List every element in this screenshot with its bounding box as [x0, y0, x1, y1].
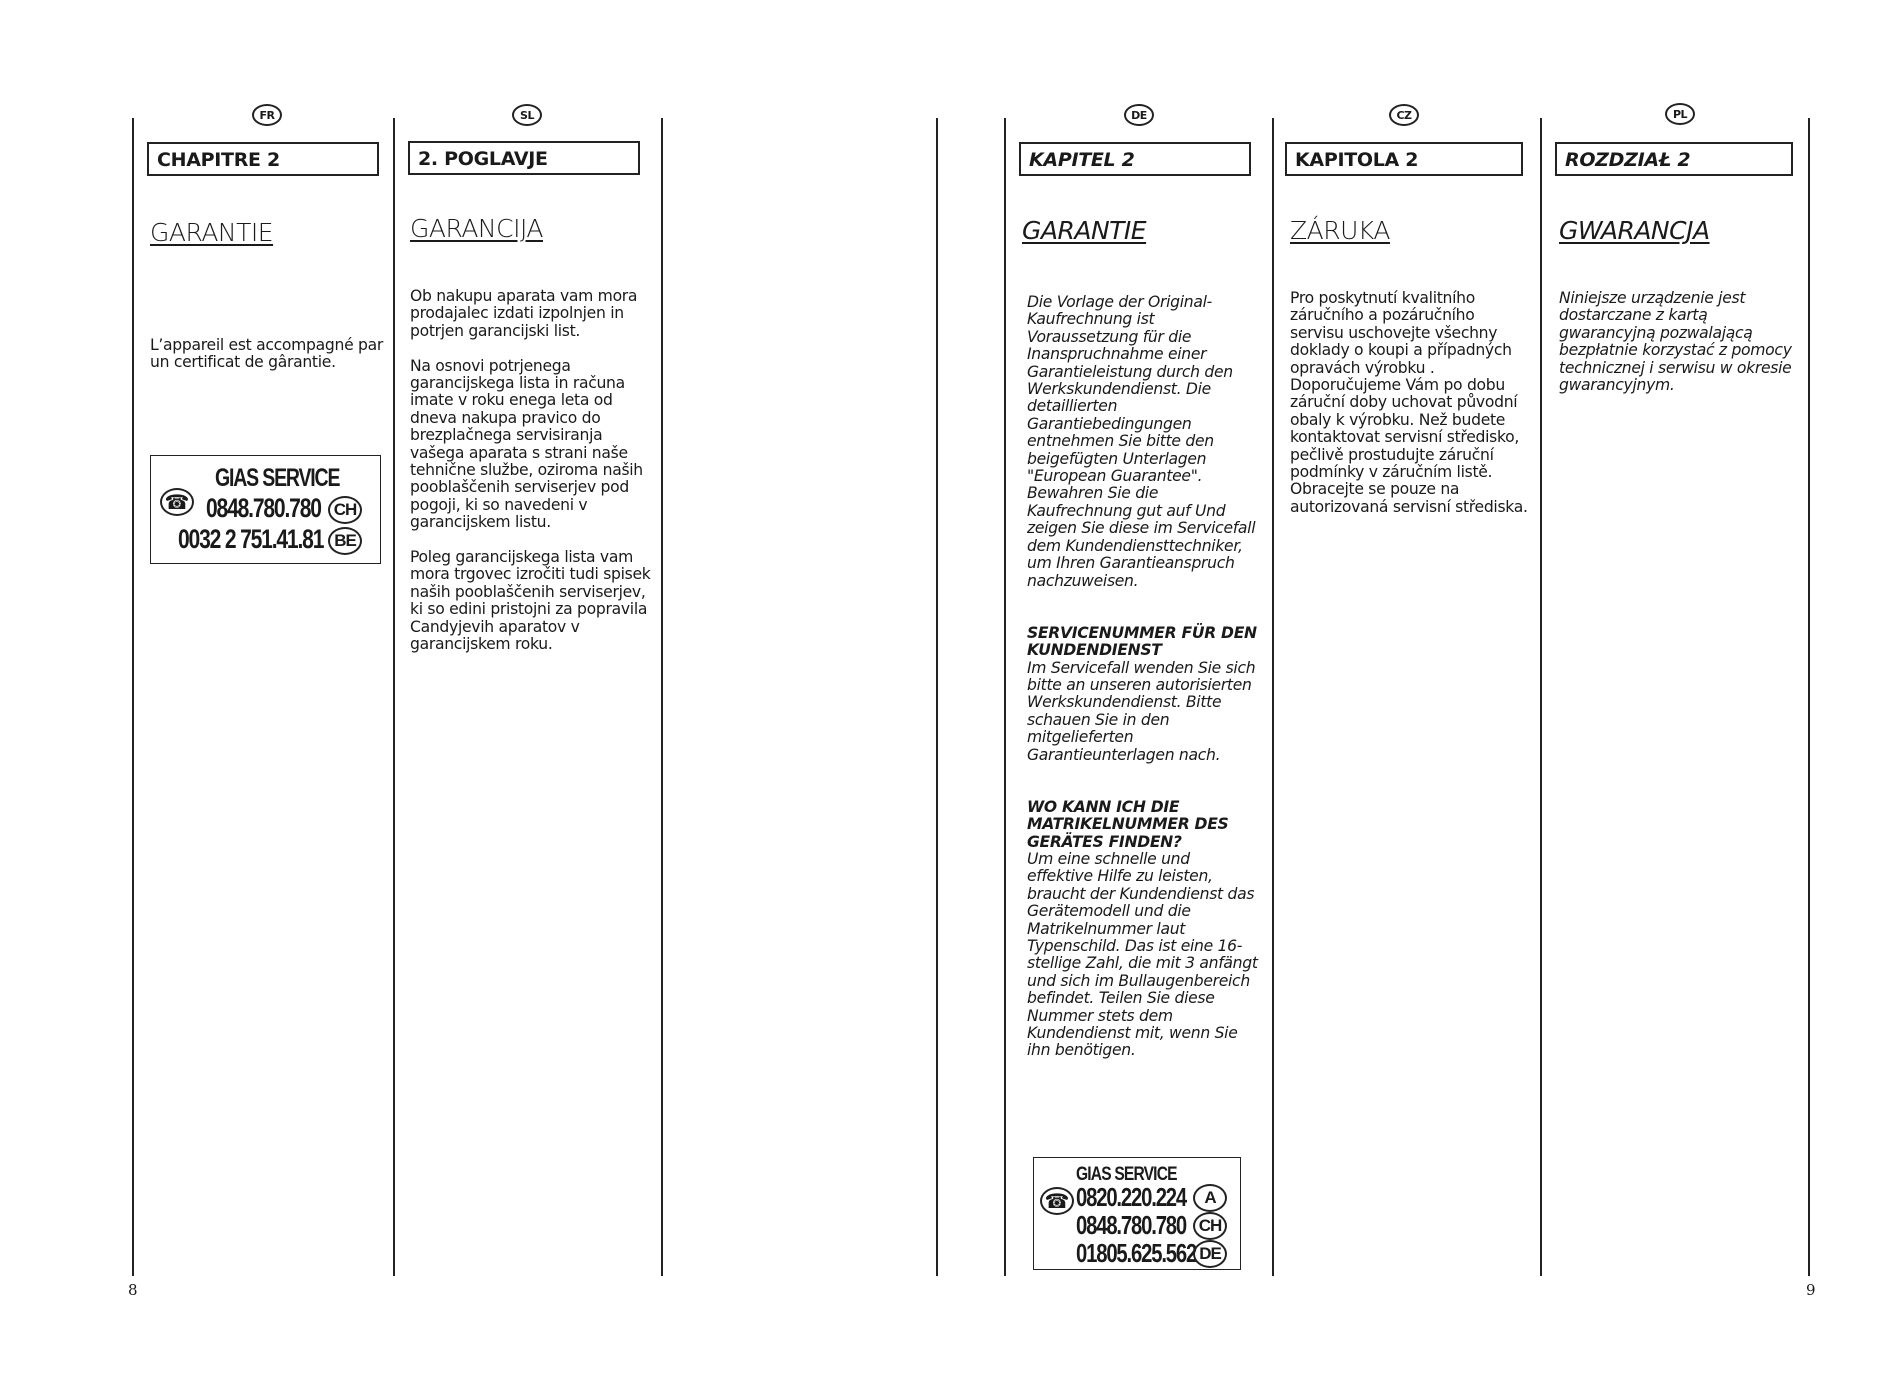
paragraph: Na osnovi potrjenega garancijskega lista in računa imate v roku enega leta od dneva nakupa pravico do brezplačnega servisiranja vašega aparata s strani naše tehnične službe, oziroma naših pooblaščenih serviserjev pod pogoji, ki so navedeni v garancijskem listu.: [410, 356, 643, 532]
paragraph: [1027, 799, 1259, 1060]
service-number: 0848.780.780: [206, 493, 321, 523]
paragraph: Poleg garancijskega lista vam mora trgovec izročiti tudi spisek naših pooblaščenih serviserjev, ki so edini pristojni za popravila Candyjevih aparatov v garancijskem roku.: [410, 548, 651, 654]
section-title-de: GARANTIE: [1022, 216, 1147, 245]
paragraph: Niniejsze urządzenie jest dostarczane z kartą gwarancyjną pozwalającą bezpłatnie korzystać z pomocy technicznej i serwisu w okresie gwarancyjnym.: [1559, 289, 1792, 395]
column-rule: [661, 118, 663, 1276]
section-title-fr: GARANTIE: [150, 218, 274, 247]
language-flag-sl: SL: [512, 104, 542, 126]
phone-icon: ☎: [160, 488, 194, 516]
service-title: GIAS SERVICE: [215, 464, 340, 492]
subheading: WO KANN ICH DIE MATRIKELNUMMER DES GERÄTES FINDEN?: [1027, 797, 1229, 851]
service-box-fr: [150, 455, 381, 564]
page-number-right: 9: [1806, 1281, 1816, 1299]
column-rule: [1808, 118, 1810, 1276]
country-badge: DE: [1193, 1240, 1227, 1268]
body-text-sl: [410, 288, 656, 671]
country-badge: CH: [328, 496, 362, 524]
country-badge: CH: [1193, 1212, 1227, 1240]
column-rule: [936, 118, 938, 1276]
chapter-heading-de: KAPITEL 2: [1019, 142, 1251, 176]
language-flag-fr: FR: [252, 104, 282, 126]
section-title-pl: GWARANCJA: [1559, 216, 1710, 245]
body-text-pl: [1559, 290, 1797, 412]
column-rule: [393, 118, 395, 1276]
language-flag-de: DE: [1124, 104, 1154, 126]
subtext: Im Servicefall wenden Sie sich bitte an unseren autorisierten Werkskundendienst. Bitte schauen Sie in den mitgelieferten Garantieunterlagen nach.: [1027, 658, 1256, 764]
body-text-cz: [1290, 290, 1528, 534]
column-rule: [132, 118, 134, 1276]
country-badge: BE: [328, 527, 362, 555]
language-flag-pl: PL: [1665, 103, 1695, 125]
subtext: Um eine schnelle und effektive Hilfe zu leisten, braucht der Kundendienst das Gerätemodell und die Matrikelnummer laut Typenschild. Das ist eine 16-stellige Zahl, die mit 3 anfängt und sich im Bullaugenbereich befindet. Teilen Sie diese Nummer stets dem Kundendienst mit, wenn Sie ihn benötigen.: [1027, 849, 1258, 1060]
paragraph: L’appareil est accompagné par un certificat de gârantie.: [150, 336, 384, 372]
service-number: 0820.220.224: [1076, 1182, 1187, 1212]
service-title: GIAS SERVICE: [1076, 1164, 1177, 1185]
column-rule: [1540, 118, 1542, 1276]
section-title-sl: GARANCIJA: [410, 214, 543, 243]
column-rule: [1272, 118, 1274, 1276]
page-number-left: 8: [128, 1281, 138, 1299]
paragraph: Die Vorlage der Original-Kaufrechnung ist Voraussetzung für die Inanspruchnahme einer Garantieleistung durch den Werkskundendienst. Die detaillierten Garantiebedingungen entnehmen Sie bitte den beigefügten Unterlagen "European Guarantee". Bewahren Sie die Kaufrechnung gut auf Und zeigen Sie diese im Servicefall dem Kundendiensttechniker, um Ihren Garantieanspruch nachzuweisen.: [1027, 293, 1256, 590]
chapter-heading-sl: 2. POGLAVJE: [408, 141, 640, 175]
language-flag-cz: CZ: [1389, 104, 1419, 126]
chapter-heading-fr: CHAPITRE 2: [147, 142, 379, 176]
paragraph: Ob nakupu aparata vam mora prodajalec izdati izpolnjen in potrjen garancijski list.: [410, 287, 638, 340]
phone-icon: ☎: [1040, 1187, 1074, 1215]
section-title-cz: ZÁRUKA: [1290, 216, 1390, 245]
paragraph: Pro poskytnutí kvalitního záručního a pozáručního servisu uschovejte všechny doklady o koupi a případných opravách výrobku . Doporučujeme Vám po dobu záruční doby uchovat původní obaly k výrobku. Než budete kontaktovat servisní středisko, pečlivě prostudujte záruční podmínky v záručním listě. Obracejte se pouze na autorizovaná servisní střediska.: [1290, 289, 1528, 516]
chapter-heading-pl: ROZDZIAŁ 2: [1555, 142, 1793, 176]
subheading: SERVICENUMMER FÜR DEN KUNDENDIENST: [1027, 623, 1257, 660]
body-text-de: [1027, 294, 1259, 1077]
column-rule: [1004, 118, 1006, 1276]
chapter-heading-cz: KAPITOLA 2: [1285, 142, 1523, 176]
paragraph: [1027, 625, 1259, 764]
service-number: 0032 2 751.41.81: [178, 524, 324, 554]
service-number: 0848.780.780: [1076, 1210, 1187, 1240]
service-box-de: [1033, 1157, 1241, 1270]
body-text-fr: [150, 337, 386, 389]
service-number: 01805.625.562: [1076, 1238, 1197, 1268]
country-badge: A: [1193, 1184, 1227, 1212]
